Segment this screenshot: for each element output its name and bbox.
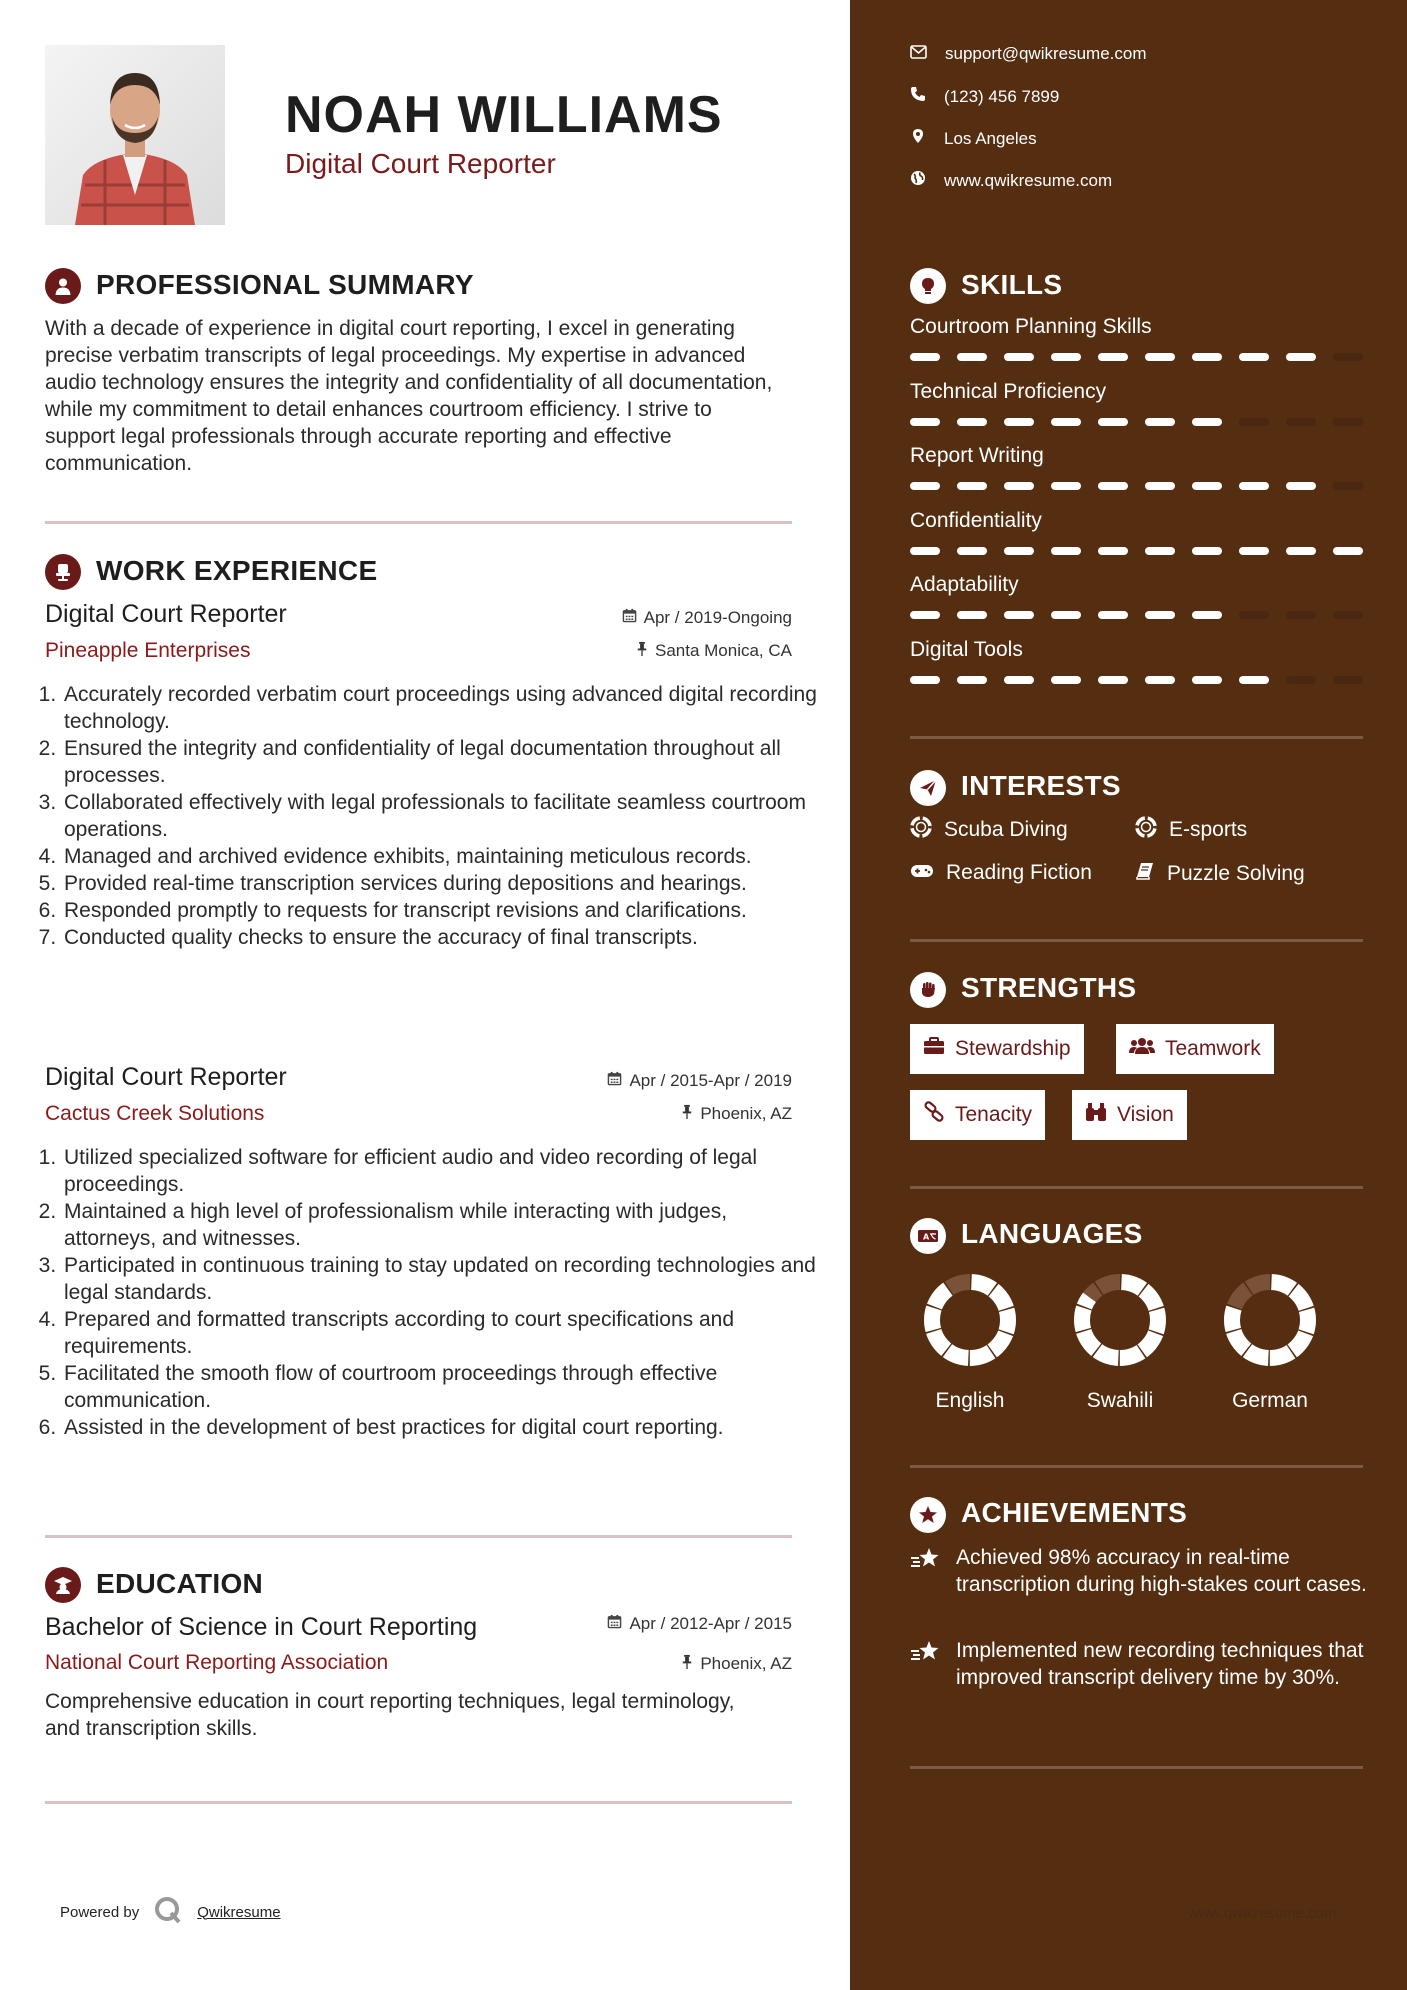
skills-heading: SKILLS <box>961 269 1063 300</box>
strengths-heading: STRENGTHS <box>961 972 1137 1003</box>
contact-email[interactable]: support@qwikresume.com <box>910 44 1147 64</box>
rating-dot-filled <box>1098 547 1128 555</box>
achievement-item: Implemented new recording techniques that improved transcript delivery time by 30%. <box>910 1637 1370 1691</box>
divider <box>910 1766 1363 1769</box>
list-item: 5. Provided real-time transcription services during depositions and hearings. <box>62 870 822 897</box>
lifebuoy-icon <box>910 816 932 844</box>
lifebuoy-icon <box>1135 816 1157 844</box>
profile-photo <box>45 45 225 225</box>
shooting-star-icon <box>910 1546 942 1598</box>
skill-rating <box>910 482 1363 490</box>
qwikresume-logo-icon <box>153 1895 183 1929</box>
contact-phone[interactable]: (123) 456 7899 <box>910 86 1059 107</box>
job-date: Apr / 2019-Ongoing <box>520 608 792 628</box>
lightbulb-icon <box>910 268 946 304</box>
skill-rating <box>910 676 1363 684</box>
rating-dot-filled <box>1004 353 1034 361</box>
rating-dot-filled <box>910 676 940 684</box>
star-badge-icon <box>910 1497 946 1533</box>
list-item: 1. Utilized specialized software for efficient audio and video recording of legal proceedings. <box>62 1144 822 1198</box>
rating-dot-filled <box>1051 676 1081 684</box>
rating-dot-empty <box>1286 611 1316 619</box>
rating-dot-filled <box>957 676 987 684</box>
list-item: 4. Prepared and formatted transcripts according to court specifications and requirements. <box>62 1306 822 1360</box>
book-icon <box>1135 861 1155 887</box>
translate-icon <box>910 1218 946 1254</box>
list-item: 1. Accurately recorded verbatim court proceedings using advanced digital recording technology. <box>62 681 822 735</box>
rating-dot-filled <box>1145 676 1175 684</box>
rating-dot-filled <box>1239 547 1269 555</box>
rating-dot-filled <box>1004 482 1034 490</box>
divider <box>45 1801 792 1804</box>
binoculars-icon <box>1085 1102 1107 1128</box>
list-item: 6. Assisted in the development of best practices for digital court reporting. <box>62 1414 822 1441</box>
list-item: 3. Collaborated effectively with legal professionals to facilitate seamless courtroom operations. <box>62 789 822 843</box>
gamepad-icon <box>910 861 934 885</box>
graduate-icon <box>45 1567 81 1603</box>
skill-rating <box>910 353 1363 361</box>
interest-item: Reading Fiction <box>910 861 1092 885</box>
list-item: 6. Responded promptly to requests for transcript revisions and clarifications. <box>62 897 822 924</box>
rating-dot-filled <box>957 547 987 555</box>
education-text: Comprehensive education in court reporting techniques, legal terminology, and transcription skills. <box>45 1690 735 1740</box>
education-location: Phoenix, AZ <box>520 1654 792 1674</box>
language-ring <box>920 1270 1020 1370</box>
users-icon <box>1129 1037 1155 1061</box>
rating-dot-filled <box>1145 418 1175 426</box>
calendar-icon <box>607 1071 622 1091</box>
skill-name: Digital Tools <box>910 637 1023 661</box>
strength-badge: Tenacity <box>910 1090 1045 1140</box>
strength-badge: Teamwork <box>1116 1024 1274 1074</box>
skill-rating <box>910 611 1363 619</box>
job-title: Digital Court Reporter <box>45 1063 287 1091</box>
rating-dot-filled <box>1286 353 1316 361</box>
calendar-icon <box>622 608 637 628</box>
list-item: 3. Participated in continuous training to stay updated on recording technologies and legal standards. <box>62 1252 822 1306</box>
map-marker-icon <box>910 128 926 149</box>
job-date: Apr / 2015-Apr / 2019 <box>520 1071 792 1091</box>
divider <box>910 939 1363 942</box>
degree-title: Bachelor of Science in Court Reporting <box>45 1613 478 1641</box>
rating-dot-filled <box>910 482 940 490</box>
divider <box>45 1535 792 1538</box>
rating-dot-empty <box>1239 611 1269 619</box>
strength-badge: Stewardship <box>910 1024 1084 1074</box>
skill-name: Technical Proficiency <box>910 379 1107 403</box>
rating-dot-filled <box>1004 611 1034 619</box>
languages-heading: LANGUAGES <box>961 1218 1143 1249</box>
skill-name: Adaptability <box>910 573 1019 596</box>
skill-rating <box>910 418 1363 426</box>
rating-dot-filled <box>1145 353 1175 361</box>
briefcase-chair-icon <box>45 554 81 590</box>
pin-icon <box>636 641 648 661</box>
education-heading: EDUCATION <box>96 1568 264 1599</box>
skill-rating <box>910 547 1363 555</box>
rating-dot-filled <box>1145 547 1175 555</box>
experience-heading: WORK EXPERIENCE <box>96 555 378 586</box>
list-item: 5. Facilitated the smooth flow of courtroom proceedings through effective communication. <box>62 1360 822 1414</box>
rating-dot-filled <box>1051 611 1081 619</box>
rating-dot-empty <box>1239 418 1269 426</box>
rating-dot-filled <box>1145 482 1175 490</box>
summary-text: With a decade of experience in digital court reporting, I excel in generating precise verbatim transcripts of legal proceedings. My expertise in advanced audio technology ensures the integrity and confidentiality of all documentation, while my commitment to detail enhances courtroom efficiency. I strive to support legal professionals through accurate reporting and effective communication. <box>45 317 773 475</box>
rating-dot-filled <box>1192 611 1222 619</box>
candidate-name: NOAH WILLIAMS <box>285 86 723 144</box>
interests-heading: INTERESTS <box>961 770 1121 801</box>
achievement-item: Achieved 98% accuracy in real-time transcription during high-stakes court cases. <box>910 1544 1370 1598</box>
school-name: National Court Reporting Association <box>45 1651 389 1674</box>
rating-dot-filled <box>1192 547 1222 555</box>
language-name: English <box>935 1389 1005 1412</box>
rating-dot-filled <box>1051 353 1081 361</box>
job-duties-list <box>42 681 822 951</box>
phone-icon <box>910 86 926 107</box>
language-item <box>1195 1270 1345 1413</box>
rating-dot-filled <box>1145 611 1175 619</box>
skill-name: Courtroom Planning Skills <box>910 315 1152 338</box>
achievements-heading: ACHIEVEMENTS <box>961 1497 1188 1528</box>
user-icon <box>45 268 81 304</box>
job-duties-list <box>42 1144 822 1441</box>
interest-item: Puzzle Solving <box>1135 861 1305 887</box>
rating-dot-filled <box>1098 611 1128 619</box>
rating-dot-filled <box>910 547 940 555</box>
language-ring-fill <box>932 1282 1008 1358</box>
envelope-icon <box>910 44 927 64</box>
rating-dot-filled <box>910 418 940 426</box>
rating-dot-filled <box>1098 418 1128 426</box>
candidate-role: Digital Court Reporter <box>285 148 556 179</box>
rating-dot-filled <box>1192 353 1222 361</box>
language-ring <box>1220 1270 1320 1370</box>
rating-dot-filled <box>1239 353 1269 361</box>
rating-dot-filled <box>1051 482 1081 490</box>
rating-dot-filled <box>1098 482 1128 490</box>
rating-dot-empty <box>1333 353 1363 361</box>
paper-plane-icon <box>910 770 946 806</box>
rating-dot-empty <box>1333 676 1363 684</box>
divider <box>910 736 1363 739</box>
toolbox-icon <box>923 1037 945 1061</box>
pin-icon <box>681 1654 693 1674</box>
summary-heading: PROFESSIONAL SUMMARY <box>96 269 474 300</box>
job-title: Digital Court Reporter <box>45 600 287 628</box>
language-ring <box>1070 1270 1170 1370</box>
language-name: Swahili <box>1086 1389 1154 1412</box>
rating-dot-filled <box>1051 418 1081 426</box>
divider <box>45 521 792 524</box>
rating-dot-filled <box>1239 676 1269 684</box>
rating-dot-filled <box>1192 676 1222 684</box>
rating-dot-filled <box>1333 547 1363 555</box>
company-name: Cactus Creek Solutions <box>45 1102 265 1125</box>
shooting-star-icon <box>910 1639 942 1691</box>
divider <box>910 1186 1363 1189</box>
contact-location: Los Angeles <box>910 128 1037 149</box>
rating-dot-filled <box>957 482 987 490</box>
rating-dot-empty <box>1333 482 1363 490</box>
fist-icon <box>910 972 946 1008</box>
link-icon <box>923 1101 945 1129</box>
rating-dot-filled <box>957 611 987 619</box>
list-item: 4. Managed and archived evidence exhibits, maintaining meticulous records. <box>62 843 822 870</box>
language-name: German <box>1232 1389 1308 1412</box>
rating-dot-filled <box>1192 482 1222 490</box>
skill-name: Report Writing <box>910 444 1044 467</box>
qwikresume-link[interactable]: Qwikresume <box>197 1903 281 1921</box>
rating-dot-empty <box>1333 418 1363 426</box>
divider <box>910 1465 1363 1468</box>
rating-dot-filled <box>1286 547 1316 555</box>
powered-by: Powered by Qwikresume <box>60 1895 281 1929</box>
footer-website: www.qwikresume.com <box>1188 1905 1337 1922</box>
list-item: 7. Conducted quality checks to ensure the accuracy of final transcripts. <box>62 924 822 951</box>
svg-text:A: A <box>923 1232 930 1242</box>
rating-dot-filled <box>1004 418 1034 426</box>
rating-dot-filled <box>957 353 987 361</box>
language-item <box>895 1270 1045 1413</box>
interest-item: Scuba Diving <box>910 816 1068 844</box>
rating-dot-empty <box>1333 611 1363 619</box>
job-location: Phoenix, AZ <box>520 1104 792 1124</box>
rating-dot-filled <box>910 353 940 361</box>
rating-dot-filled <box>910 611 940 619</box>
rating-dot-filled <box>1004 676 1034 684</box>
list-item: 2. Maintained a high level of professionalism while interacting with judges, attorneys, and witnesses. <box>62 1198 822 1252</box>
pin-icon <box>681 1104 693 1124</box>
job-location: Santa Monica, CA <box>520 641 792 661</box>
sidebar <box>850 0 1407 1990</box>
list-item: 2. Ensured the integrity and confidentiality of legal documentation throughout all processes. <box>62 735 822 789</box>
strength-badge: Vision <box>1072 1090 1187 1140</box>
rating-dot-filled <box>1098 676 1128 684</box>
rating-dot-filled <box>1239 482 1269 490</box>
language-item <box>1045 1270 1195 1413</box>
skill-name: Confidentiality <box>910 508 1042 532</box>
rating-dot-filled <box>1051 547 1081 555</box>
education-date: Apr / 2012-Apr / 2015 <box>520 1614 792 1634</box>
rating-dot-filled <box>1098 353 1128 361</box>
rating-dot-filled <box>957 418 987 426</box>
rating-dot-filled <box>1004 547 1034 555</box>
contact-website[interactable]: www.qwikresume.com <box>910 170 1112 191</box>
globe-icon <box>910 170 926 191</box>
rating-dot-filled <box>1192 418 1222 426</box>
rating-dot-empty <box>1286 676 1316 684</box>
interest-item: E-sports <box>1135 816 1247 844</box>
rating-dot-empty <box>1286 418 1316 426</box>
rating-dot-filled <box>1286 482 1316 490</box>
calendar-icon <box>607 1614 622 1634</box>
company-name: Pineapple Enterprises <box>45 639 251 662</box>
